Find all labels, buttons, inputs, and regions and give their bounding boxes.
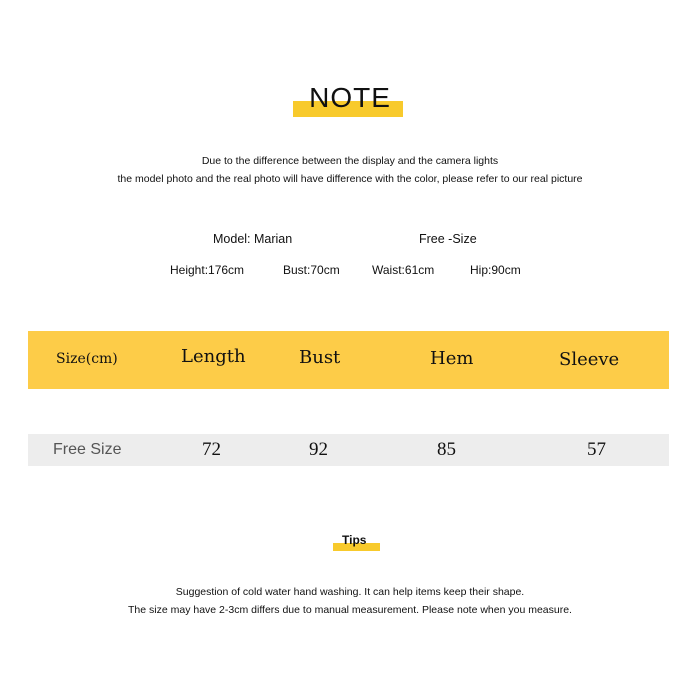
tips-title: Tips [342,533,367,547]
tip-line-2: The size may have 2-3cm differs due to manual measurement. Please note when you measure. [128,604,572,616]
cell-hem: 85 [437,439,456,460]
bust-measurement: Bust:70cm [283,263,340,277]
model-name: Model: Marian [213,232,293,246]
hip-measurement: Hip:90cm [470,263,521,277]
note-title: NOTE [309,82,391,113]
waist-measurement: Waist:61cm [372,263,435,277]
cell-sleeve: 57 [587,439,606,460]
cell-length: 72 [202,439,221,460]
cell-bust: 92 [309,439,328,460]
header-hem: Hem [430,348,474,369]
header-bust: Bust [299,347,341,368]
tip-line-1: Suggestion of cold water hand washing. It can help items keep their shape. [175,586,525,598]
header-length: Length [181,346,246,367]
model-size: Free -Size [419,232,477,246]
row-label: Free Size [53,441,122,458]
header-sleeve: Sleeve [559,349,620,370]
height-measurement: Height:176cm [170,263,245,277]
note-line-2: the model photo and the real photo will have difference with the color, please refer to our real picture [117,173,583,185]
note-line-1: Due to the difference between the display and the camera lights [201,155,499,167]
header-size: Size(cm) [56,351,118,367]
table-row [28,434,669,466]
